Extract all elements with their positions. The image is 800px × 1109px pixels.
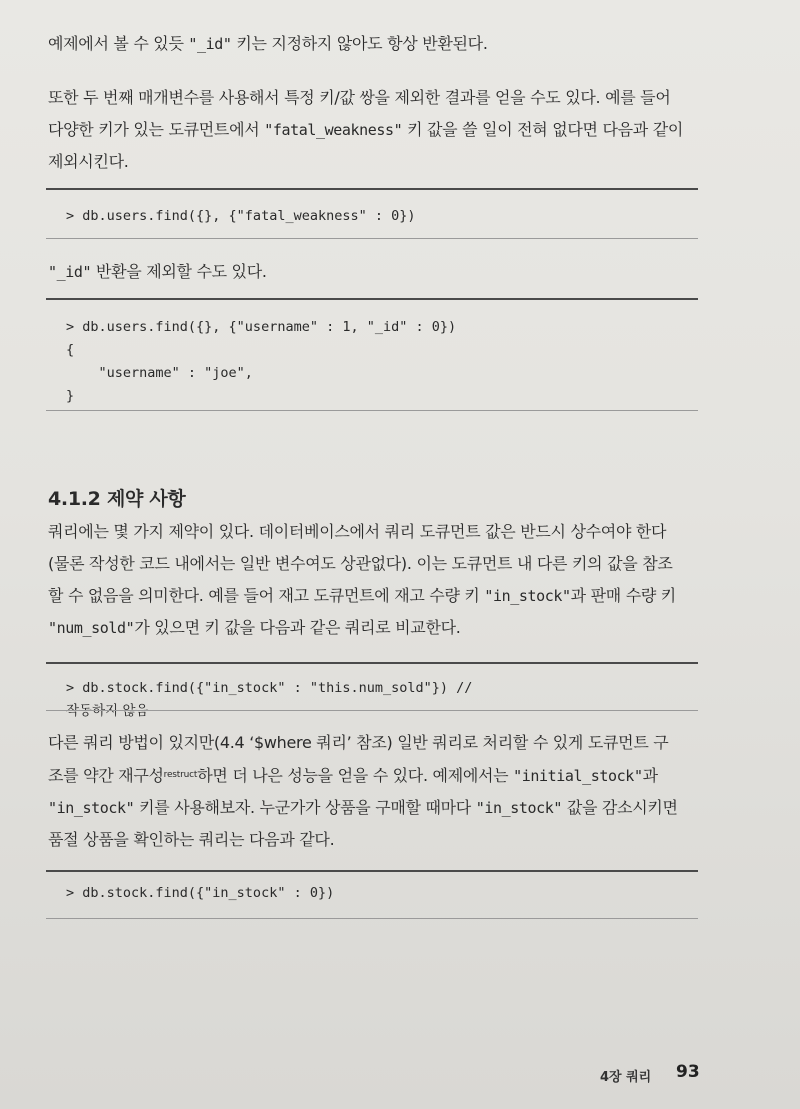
code-rule-bottom (46, 918, 698, 919)
paragraph-exclude-id: "_id" 반환을 제외할 수도 있다. (48, 262, 267, 281)
code-rule-top (46, 870, 698, 872)
code-rule-bottom (46, 410, 698, 411)
code-block-username: > db.users.find({}, {"username" : 1, "_id" : 0}) { "username" : "joe", } (66, 319, 457, 404)
code-block-exclude-fatal: > db.users.find({}, {"fatal_weakness" : 0}) (66, 208, 416, 224)
paragraph-constraints: 쿼리에는 몇 가지 제약이 있다. 데이터베이스에서 쿼리 도큐먼트 값은 반드시 상수여야 한다 (물론 작성한 코드 내에서는 일반 변수여도 상관없다). 이는 도큐먼트 내 다른 키의 값을 참조 할 수 없음을 의미한다. 예를 들어 재고 도큐먼트에 재고 수량 키 "in_stock"과 판매 수량 키 "num_sold"가 있으면 키 값을 다음과 같은 쿼리로 비교한다. (48, 522, 676, 637)
paragraph-id-returned: 예제에서 볼 수 있듯 "_id" 키는 지정하지 않아도 항상 반환된다. (48, 34, 488, 53)
code-block-in-stock-zero: > db.stock.find({"in_stock" : 0}) (66, 885, 335, 901)
code-rule-top (46, 188, 698, 190)
code-rule-bottom (46, 710, 698, 711)
code-rule-top (46, 662, 698, 664)
paragraph-restructure: 다른 쿼리 방법이 있지만(4.4 ‘$where 쿼리’ 참조) 일반 쿼리로 처리할 수 있게 도큐먼트 구 조를 약간 재구성$^{restruct}$하면 더 나은 성능을 얻을 수 있다. 예제에서는 "initial_stock"과 "in_stock" 키를 사용해보자. 누군가가 상품을 구매할 때마다 "in_stock" 값을 감소시키면 품절 상품을 확인하는 쿼리는 다음과 같다. (48, 733, 678, 849)
section-heading: 4.1.2 제약 사항 (48, 488, 186, 510)
paragraph-exclude-keys: 또한 두 번째 매개변수를 사용해서 특정 키/값 쌍을 제외한 결과를 얻을 수도 있다. 예를 들어 다양한 키가 있는 도큐먼트에서 "fatal_weakness" 키 값을 쓸 일이 전혀 없다면 다음과 같이 제외시킨다. (48, 88, 684, 171)
page-number: 93 (676, 1062, 700, 1082)
code-rule-bottom (46, 238, 698, 239)
footer-chapter-label: 4장 쿼리 (600, 1070, 652, 1085)
code-block-in-stock-compare: > db.stock.find({"in_stock" : "this.num_sold"}) // 작동하지 않음 (66, 680, 481, 719)
code-rule-top (46, 298, 698, 300)
